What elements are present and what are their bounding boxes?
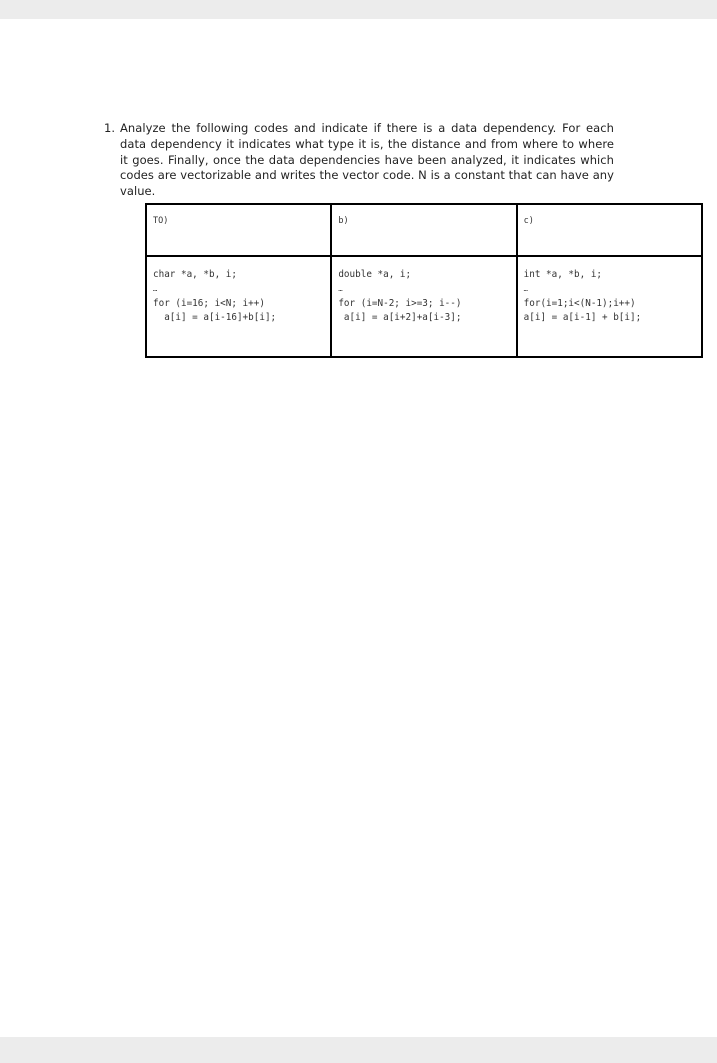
- code-line: for (i=N-2; i>=3; i--): [338, 297, 462, 309]
- table-header-cell-c: [517, 204, 702, 256]
- table-header-cell-b: [331, 204, 516, 256]
- code-ellipsis: …: [153, 285, 159, 294]
- column-label-b: b): [338, 216, 349, 226]
- question-number: 1.: [104, 121, 116, 135]
- question-block: [104, 121, 614, 200]
- code-block-b: [338, 268, 515, 326]
- table-code-row: [146, 256, 702, 357]
- question-text: Analyze the following codes and indicate if there is a data dependency. For each data dependency it indicates what type it is, the distance and from where to where it goes. Finally, once the data dependencies have been analyzed, it indicates which codes are vectorizable and writes the vector code. N is a constant that can have any value.: [120, 121, 614, 199]
- code-line: for (i=16; i<N; i++): [153, 297, 265, 309]
- code-cell-a: [146, 256, 331, 357]
- code-line: for(i=1;i<(N-1);i++): [523, 297, 636, 309]
- code-cell-b: [331, 256, 516, 357]
- code-cell-c: [517, 256, 702, 357]
- code-line: a[i] = a[i-1] + b[i];: [523, 312, 642, 324]
- code-block-a: [153, 268, 330, 326]
- code-ellipsis: …: [523, 285, 529, 294]
- column-label-c: c): [523, 216, 534, 226]
- table-header-cell-a: [146, 204, 331, 256]
- code-line: a[i] = a[i+2]+a[i-3];: [338, 312, 462, 324]
- code-block-c: [524, 268, 701, 326]
- code-line: double *a, i;: [338, 269, 412, 280]
- code-ellipsis: …: [338, 285, 344, 294]
- column-label-a: TO): [153, 216, 169, 226]
- code-line: int *a, *b, i;: [523, 269, 603, 280]
- table-header-row: [146, 204, 702, 256]
- document-page: [0, 19, 717, 1037]
- code-table: [145, 203, 703, 358]
- code-line: a[i] = a[i-16]+b[i];: [153, 312, 277, 324]
- code-line: char *a, *b, i;: [153, 269, 237, 280]
